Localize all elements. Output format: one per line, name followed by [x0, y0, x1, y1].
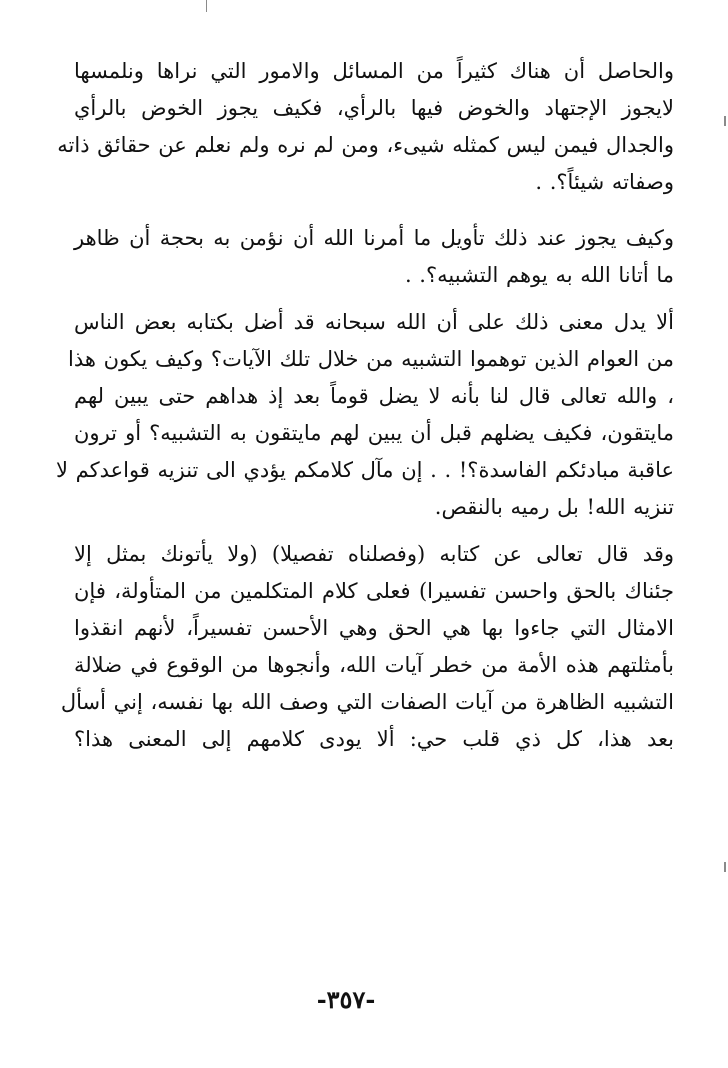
- text-line: الامثال التي جاءوا بها هي الحق وهي الأحسن تفسيراً، لأنهم انقذوا: [74, 616, 674, 640]
- page-number: -٣٥٧-: [316, 985, 376, 1014]
- text-line: وصفاته شيئاً؟. .: [535, 170, 674, 194]
- text-line: ، والله تعالى قال لنا بأنه لا يضل قوماً بعد إذ هداهم حتى يبين لهم: [74, 384, 674, 408]
- text-line: وكيف يجوز عند ذلك تأويل ما أمرنا الله أن نؤمن به بحجة أن ظاهر: [74, 226, 674, 250]
- text-line: بعد هذا، كل ذي قلب حي: ألا يودى كلامهم إلى المعنى هذا؟: [74, 727, 674, 751]
- text-line: مايتقون، فكيف يضلهم قبل أن يبين لهم مايتقون به التشبيه؟ أو ترون: [74, 421, 674, 445]
- body-paragraph-2: [74, 220, 674, 294]
- text-line: جئناك بالحق واحسن تفسيرا) فعلى كلام المتكلمين من المتأولة، فإن: [74, 579, 674, 603]
- text-line: تنزيه الله! بل رميه بالنقص.: [434, 495, 674, 519]
- text-line: ألا يدل معنى ذلك على أن الله سبحانه قد أضل بكتابه بعض الناس: [74, 310, 674, 334]
- text-line: لايجوز الإجتهاد والخوض فيها بالرأي، فكيف يجوز الخوض بالرأي: [74, 96, 674, 120]
- body-paragraph-1: [57, 53, 674, 201]
- text-line: بأمثلتهم هذه الأمة من خطر آيات الله، وأنجوها من الوقوع في ضلالة: [74, 653, 674, 677]
- text-line: التشبيه الظاهرة من آيات الصفات التي وصف الله بها نفسه، إني أسأل: [60, 690, 674, 714]
- text-line: عاقبة مبادئكم الفاسدة؟! . . إن مآل كلامكم يؤدي الى تنزيه قواعدكم لا: [55, 458, 674, 482]
- text-line: من العوام الذين توهموا التشبيه من خلال تلك الآيات؟ وكيف يكون هذا: [68, 347, 674, 371]
- text-line: ما أتانا الله به يوهم التشبيه؟. .: [404, 263, 674, 287]
- scan-mark: [206, 0, 207, 12]
- body-paragraph-4: [60, 536, 674, 758]
- scan-mark: [724, 116, 726, 126]
- text-line: والحاصل أن هناك كثيراً من المسائل والامور التي نراها ونلمسها: [74, 59, 674, 83]
- text-line: والجدال فيمن ليس كمثله شيىء، ومن لم نره ولم نعلم عن حقائق ذاته: [57, 133, 674, 157]
- scan-mark: [724, 862, 726, 872]
- text-line: وقد قال تعالى عن كتابه (وفصلناه تفصيلا) (ولا يأتونك بمثل إلا: [74, 542, 674, 566]
- body-paragraph-3: [55, 304, 674, 526]
